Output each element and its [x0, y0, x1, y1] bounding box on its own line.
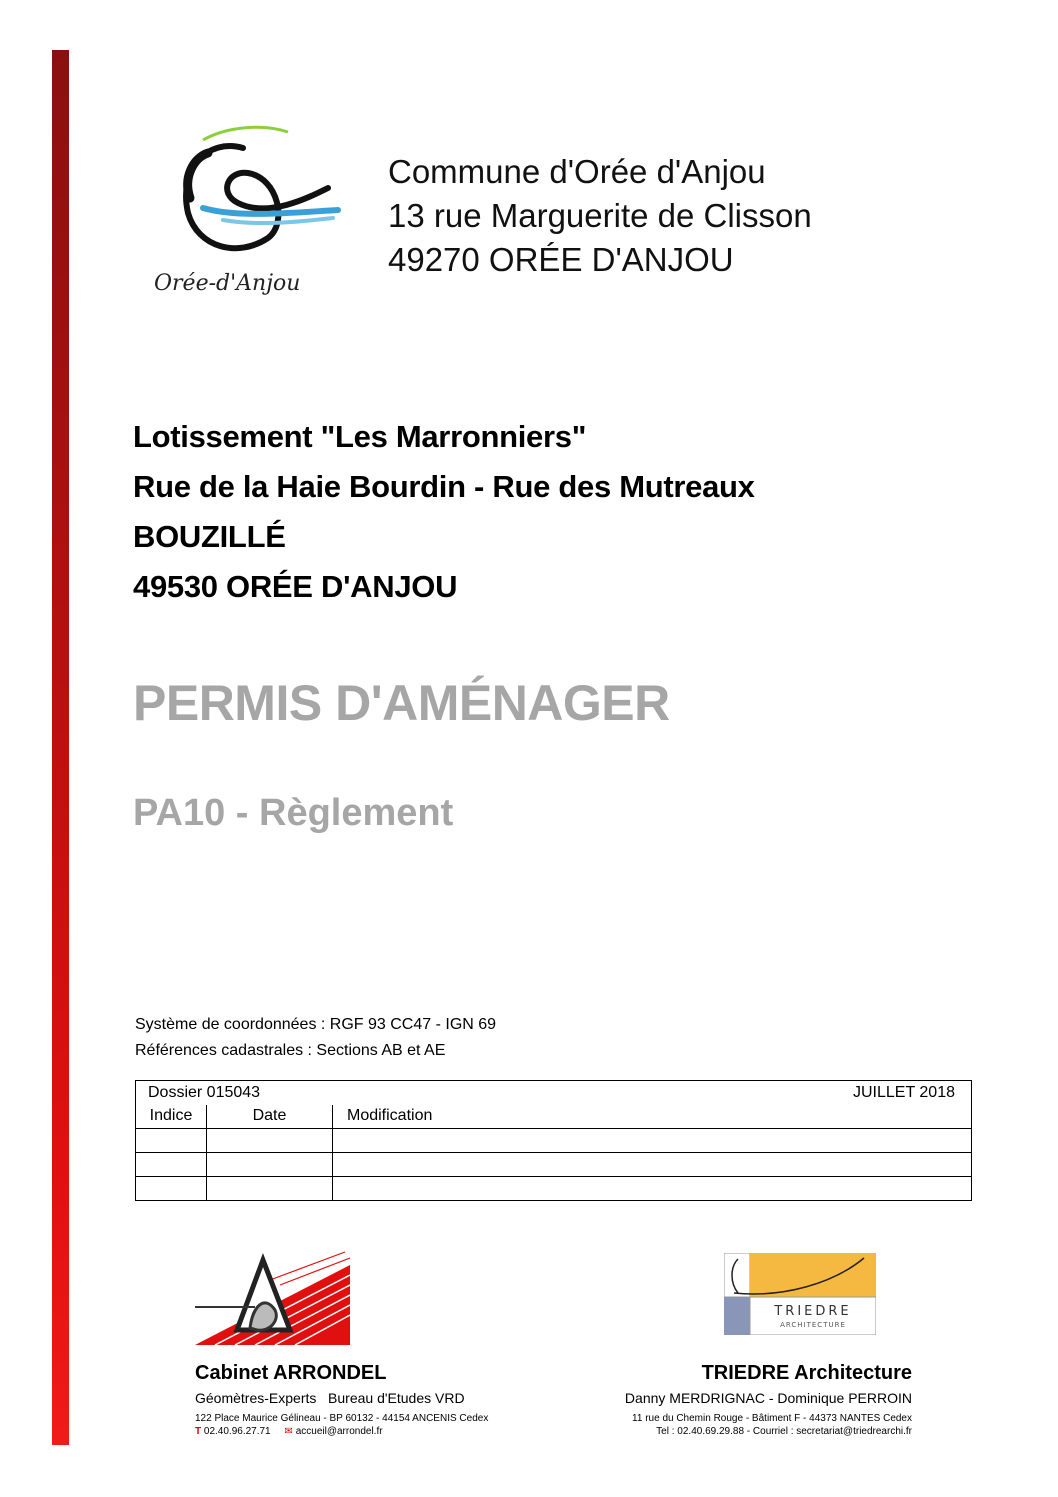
cell-date	[207, 1129, 333, 1153]
logo-green-swash	[203, 127, 288, 140]
commune-name: Commune d'Orée d'Anjou	[388, 153, 766, 190]
red-margin-bar	[52, 50, 69, 1445]
firm-arrondel	[195, 1360, 515, 1438]
col-modification: Modification	[333, 1105, 972, 1129]
commune-logo	[148, 118, 343, 308]
commune-address	[388, 150, 812, 282]
phone-icon: T	[195, 1426, 202, 1437]
arrondel-phone: 02.40.96.27.71	[203, 1426, 271, 1437]
table-row	[136, 1177, 972, 1201]
logo-black-tail	[188, 153, 208, 198]
cell-modification	[333, 1177, 972, 1201]
arrondel-name: Cabinet ARRONDEL	[195, 1362, 387, 1384]
table-header-row	[136, 1105, 972, 1129]
dossier-row	[136, 1081, 972, 1105]
triedre-logo-text: TRIEDRE	[774, 1304, 852, 1319]
project-streets: Rue de la Haie Bourdin - Rue des Mutreaux	[133, 469, 755, 504]
triedre-logo	[724, 1253, 876, 1335]
commune-city: 49270 ORÉE D'ANJOU	[388, 241, 734, 278]
triedre-name: TRIEDRE Architecture	[701, 1362, 912, 1384]
cell-date	[207, 1153, 333, 1177]
table-row	[136, 1153, 972, 1177]
revision-table	[135, 1080, 972, 1201]
triedre-orange-block	[750, 1253, 876, 1297]
triedre-logo-subtext: ARCHITECTURE	[780, 1321, 846, 1329]
commune-street: 13 rue Marguerite de Clisson	[388, 197, 812, 234]
project-name: Lotissement "Les Marronniers"	[133, 419, 587, 454]
cell-indice	[136, 1153, 207, 1177]
arrondel-contact	[195, 1425, 515, 1438]
document-title: PERMIS D'AMÉNAGER	[133, 675, 670, 731]
mail-icon: ✉	[284, 1426, 293, 1437]
triedre-contact: Tel : 02.40.69.29.88 - Courriel : secretariat@triedrearchi.fr	[656, 1426, 912, 1437]
arrondel-subtitle: Géomètres-Experts Bureau d'Etudes VRD	[195, 1390, 465, 1406]
cadastral-info	[135, 1012, 496, 1064]
arrondel-logo	[195, 1250, 350, 1345]
cell-date	[207, 1177, 333, 1201]
dossier-number: Dossier 015043	[148, 1083, 261, 1101]
triedre-subtitle: Danny MERDRIGNAC - Dominique PERROIN	[624, 1390, 912, 1406]
triedre-blue-block	[724, 1297, 750, 1335]
arrondel-email[interactable]: accueil@arrondel.fr	[295, 1426, 383, 1437]
cell-indice	[136, 1177, 207, 1201]
project-block	[133, 412, 755, 612]
col-date: Date	[207, 1105, 333, 1129]
cell-modification	[333, 1153, 972, 1177]
logo-black-loop	[186, 146, 328, 248]
firm-triedre	[572, 1360, 912, 1438]
document-subtitle: PA10 - Règlement	[133, 792, 454, 834]
triedre-address: 11 rue du Chemin Rouge - Bâtiment F - 44373 NANTES Cedex	[632, 1413, 912, 1424]
col-indice: Indice	[136, 1105, 207, 1129]
arrondel-address: 122 Place Maurice Gélineau - BP 60132 - 44154 ANCENIS Cedex	[195, 1413, 489, 1424]
table-row	[136, 1129, 972, 1153]
dossier-cell	[136, 1081, 972, 1105]
dossier-date: JUILLET 2018	[853, 1083, 955, 1101]
commune-logo-text: Orée-d'Anjou	[154, 271, 301, 296]
project-city: 49530 ORÉE D'ANJOU	[133, 569, 458, 604]
project-locality: BOUZILLÉ	[133, 519, 286, 554]
cell-modification	[333, 1129, 972, 1153]
cadastral-references: Références cadastrales : Sections AB et AE	[135, 1042, 446, 1059]
cell-indice	[136, 1129, 207, 1153]
coordinate-system: Système de coordonnées : RGF 93 CC47 - IGN 69	[135, 1016, 497, 1033]
